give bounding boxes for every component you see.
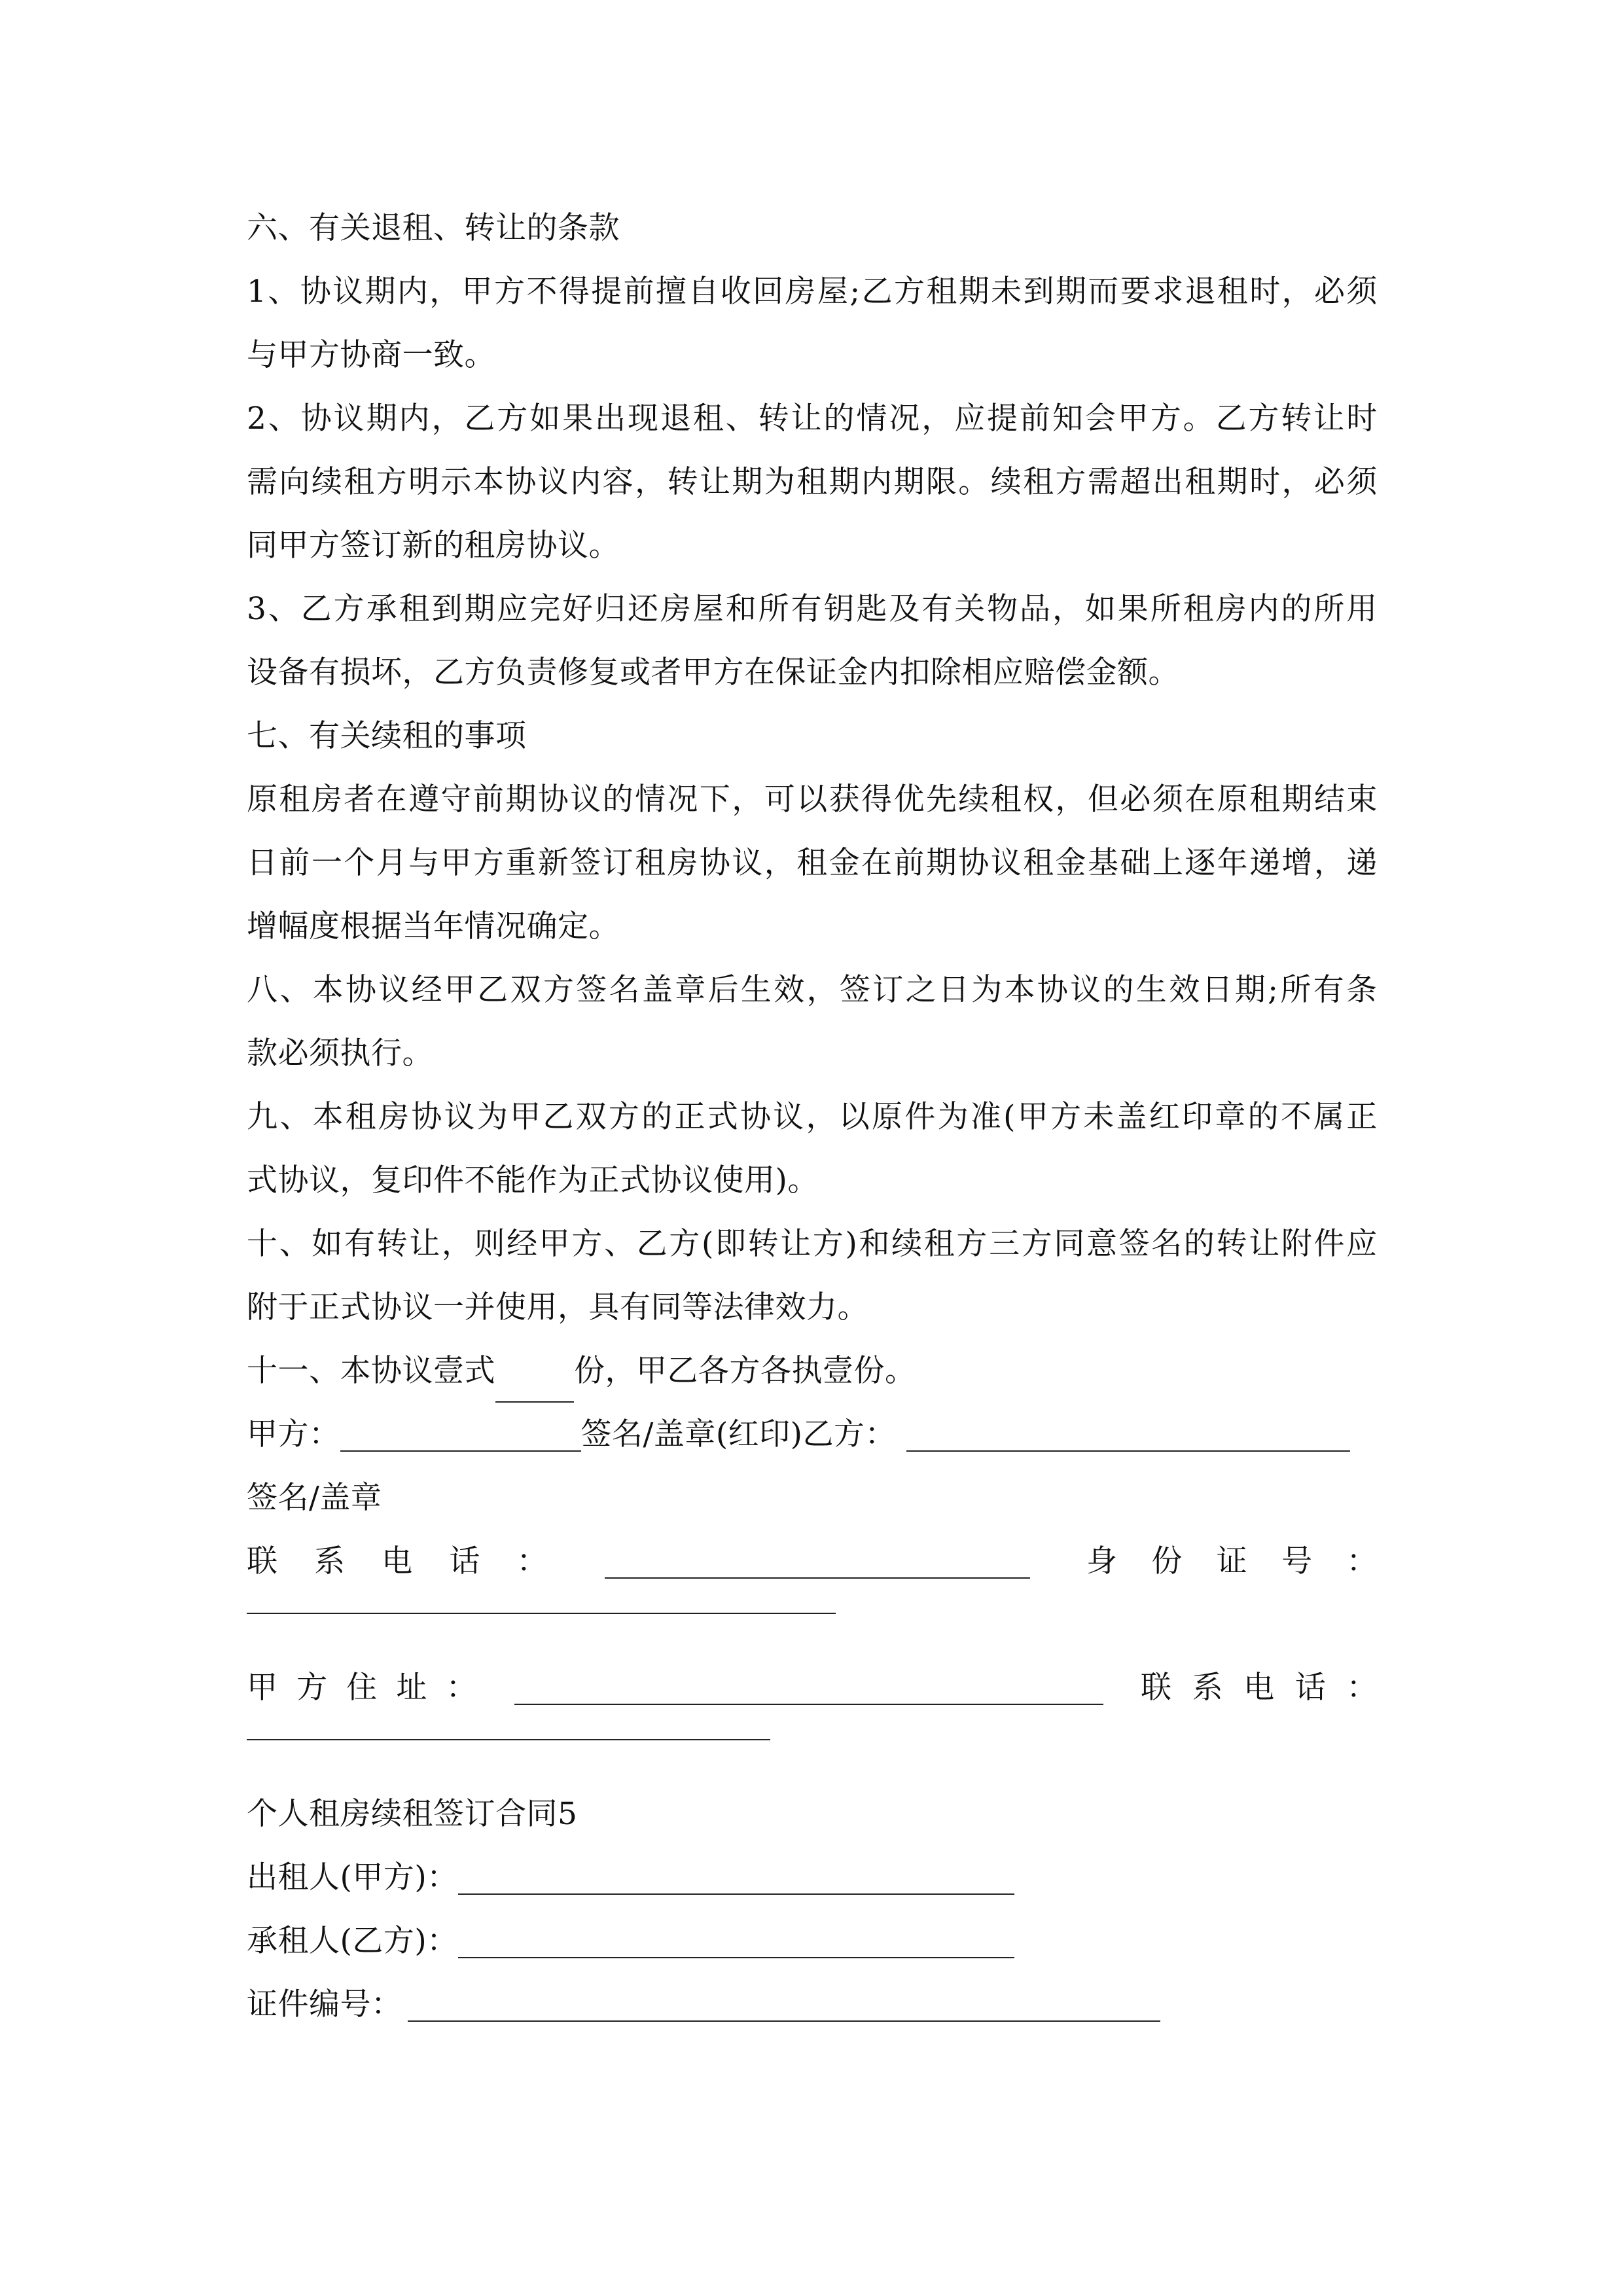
id-char-5: ：	[1346, 1543, 1378, 1579]
phone2-char-2: 系	[1192, 1670, 1224, 1706]
lessor-label: 出租人(甲方)：	[247, 1859, 458, 1895]
phone2-blank[interactable]	[247, 1719, 770, 1740]
id-number-blank[interactable]	[247, 1593, 836, 1614]
address-char-1: 甲	[247, 1670, 278, 1706]
party-a-blank[interactable]	[340, 1424, 581, 1452]
lessor-blank[interactable]	[458, 1867, 1014, 1895]
clause-6-1-line-1: 1 、 协 议 期 内 ， 甲 方 不 得 提 前 擅 自 收 回 房 屋 ; 乙 方 租 期 未 到 期 而 要 求 退 租 时 ， 必 须	[247, 274, 1378, 310]
id-number-blank-row	[247, 1593, 1378, 1656]
id-label	[1086, 1530, 1378, 1593]
clause-11-suffix: 份，甲乙各方各执壹份。	[574, 1353, 916, 1389]
address-label	[247, 1656, 477, 1719]
sign-seal-red-label: 签名/盖章(红印)乙方：	[580, 1416, 897, 1452]
contract-5-title: 个人租房续租签订合同5	[247, 1796, 578, 1832]
address-blank[interactable]	[514, 1677, 1103, 1705]
clause-7-line-1: 原 租 房 者 在 遵 守 前 期 协 议 的 情 况 下 ， 可 以 获 得 优 先 续 租 权 ， 但 必 须 在 原 租 期 结 束	[247, 781, 1378, 817]
phone2-char-5: ：	[1346, 1670, 1378, 1706]
clause-6-2-line-3: 同甲方签订新的租房协议。	[247, 528, 620, 564]
address-phone-row	[247, 1656, 1378, 1719]
clause-6-2-line-2: 需 向 续 租 方 明 示 本 协 议 内 容 ， 转 让 期 为 租 期 内 期 限 。 续 租 方 需 超 出 租 期 时 ， 必 须	[247, 464, 1378, 500]
phone-char-3: 电	[382, 1543, 413, 1579]
phone-char-1: 联	[247, 1543, 278, 1579]
address-char-4: 址	[396, 1670, 427, 1706]
phone2-blank-row	[247, 1719, 1378, 1782]
phone-label	[247, 1530, 548, 1593]
id-number-field-blank[interactable]	[408, 1994, 1160, 2022]
party-b-blank[interactable]	[906, 1424, 1350, 1452]
phone-char-2: 系	[314, 1543, 346, 1579]
clause-11-prefix: 十一、本协议壹式	[247, 1353, 495, 1389]
id-char-2: 份	[1151, 1543, 1183, 1579]
section-7-title: 七、有关续租的事项	[247, 718, 527, 754]
clause-6-1-line-2: 与甲方协商一致。	[247, 337, 495, 373]
clause-9-line-1: 九 、 本 租 房 协 议 为 甲 乙 双 方 的 正 式 协 议 ， 以 原 件 为 准 ( 甲 方 未 盖 红 印 章 的 不 属 正	[247, 1099, 1378, 1135]
clause-10-line-2: 附于正式协议一并使用，具有同等法律效力。	[247, 1289, 868, 1325]
phone2-char-4: 话	[1294, 1670, 1327, 1706]
phone-char-4: 话	[449, 1543, 480, 1579]
party-signature-row	[247, 1403, 1378, 1466]
clause-9-line-2: 式协议，复印件不能作为正式协议使用)。	[247, 1162, 819, 1198]
phone2-label	[1141, 1656, 1378, 1719]
clause-11	[247, 1339, 1378, 1403]
phone-id-row	[247, 1530, 1378, 1593]
id-char-1: 身	[1086, 1543, 1118, 1579]
id-number-label: 证件编号：	[247, 1986, 402, 2022]
clause-6-3-line-2: 设备有损坏，乙方负责修复或者甲方在保证金内扣除相应赔偿金额。	[247, 655, 1179, 691]
id-char-4: 号	[1281, 1543, 1313, 1579]
copies-blank[interactable]	[495, 1371, 574, 1403]
phone-blank[interactable]	[605, 1551, 1030, 1579]
lessee-blank[interactable]	[458, 1931, 1014, 1958]
id-char-3: 证	[1216, 1543, 1248, 1579]
phone-char-5: ：	[516, 1543, 548, 1579]
phone2-char-3: 电	[1243, 1670, 1275, 1706]
address-char-5: ：	[446, 1670, 477, 1706]
phone2-char-1: 联	[1141, 1670, 1172, 1706]
lessor-row	[247, 1846, 1378, 1909]
clause-10-line-1: 十 、 如 有 转 让 ， 则 经 甲 方 、 乙 方 ( 即 转 让 方 ) 和 续 租 方 三 方 同 意 签 名 的 转 让 附 件 应	[247, 1226, 1378, 1262]
sign-seal-line: 签名/盖章	[247, 1480, 382, 1516]
address-char-2: 方	[296, 1670, 328, 1706]
clause-6-3-line-1: 3 、 乙 方 承 租 到 期 应 完 好 归 还 房 屋 和 所 有 钥 匙 及 有 关 物 品 ， 如 果 所 租 房 内 的 所 用	[247, 591, 1378, 627]
party-a-label: 甲方：	[247, 1416, 340, 1452]
clause-8-line-1: 八 、 本 协 议 经 甲 乙 双 方 签 名 盖 章 后 生 效 ， 签 订 之 日 为 本 协 议 的 生 效 日 期 ; 所 有 条	[247, 972, 1378, 1008]
section-6-title: 六、有关退租、转让的条款	[247, 210, 620, 246]
clause-6-2-line-1: 2 、 协 议 期 内 ， 乙 方 如 果 出 现 退 租 、 转 让 的 情 况 ， 应 提 前 知 会 甲 方 。 乙 方 转 让 时	[247, 401, 1378, 437]
clause-7-line-3: 增幅度根据当年情况确定。	[247, 908, 620, 944]
id-number-row	[247, 1973, 1378, 2036]
document-page	[247, 196, 1378, 2036]
address-char-3: 住	[346, 1670, 378, 1706]
clause-7-line-2: 日 前 一 个 月 与 甲 方 重 新 签 订 租 房 协 议 ， 租 金 在 前 期 协 议 租 金 基 础 上 逐 年 递 增 ， 递	[247, 845, 1378, 881]
lessee-label: 承租人(乙方)：	[247, 1923, 458, 1959]
lessee-row	[247, 1909, 1378, 1973]
clause-8-line-2: 款必须执行。	[247, 1035, 433, 1071]
